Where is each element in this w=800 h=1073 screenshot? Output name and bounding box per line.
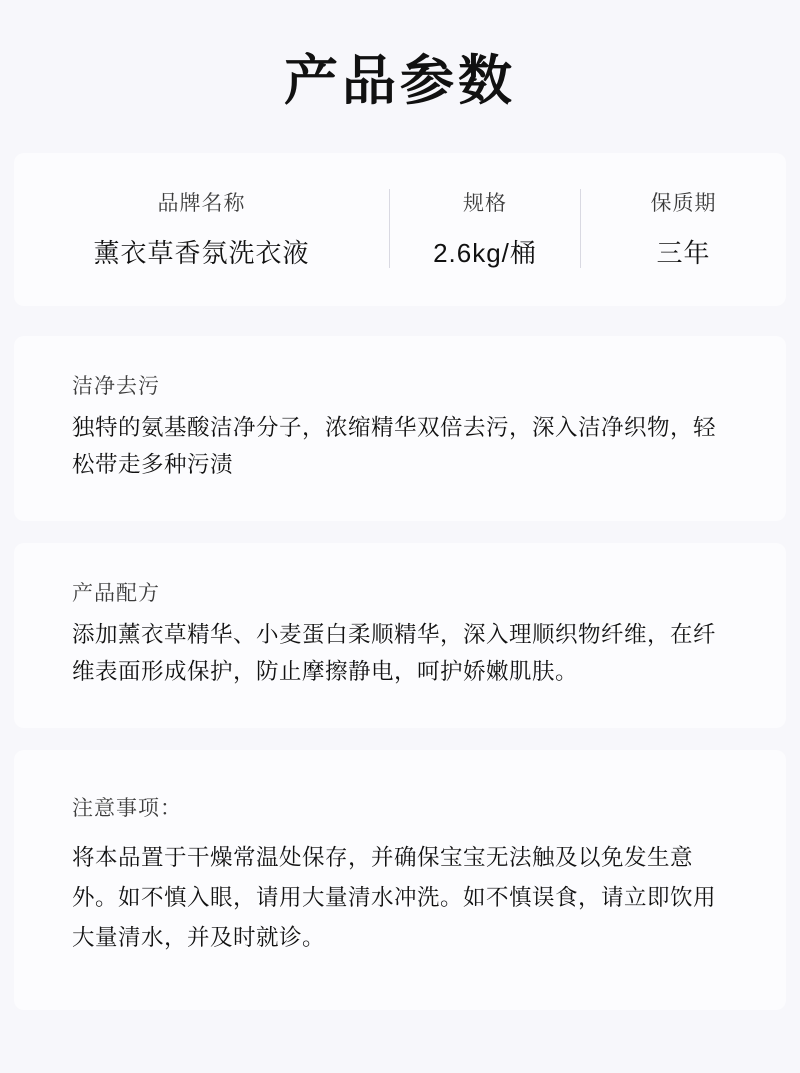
spec-value-brand: 薰衣草香氛洗衣液 <box>93 238 310 269</box>
spec-label-brand: 品牌名称 <box>157 192 246 216</box>
section-heading-notice: 注意事项： <box>72 797 182 821</box>
spec-table-card <box>14 153 786 306</box>
spec-cell-shelf-life <box>581 187 786 270</box>
section-formula <box>14 543 786 728</box>
spec-value-shelf-life: 三年 <box>656 238 711 269</box>
page-title-section <box>0 0 800 153</box>
bottom-spacer <box>0 1032 800 1073</box>
section-body-cleaning: 独特的氨基酸洁净分子，浓缩精华双倍去污，深入洁净织物，轻松带走多种污渍 <box>72 415 717 477</box>
section-cleaning <box>14 336 786 521</box>
page-title: 产品参数 <box>284 51 516 111</box>
section-heading-formula: 产品配方 <box>72 582 160 606</box>
section-body-formula: 添加薰衣草精华、小麦蛋白柔顺精华，深入理顺织物纤维，在纤维表面形成保护，防止摩擦静电，呵护娇嫩肌肤。 <box>72 622 717 684</box>
spec-value-size: 2.6kg/桶 <box>433 238 537 269</box>
section-notice <box>14 750 786 1010</box>
spec-label-shelf-life: 保质期 <box>650 192 717 216</box>
spec-cell-brand <box>14 187 389 270</box>
section-heading-cleaning: 洁净去污 <box>72 375 160 399</box>
spec-cell-size <box>390 187 580 270</box>
section-body-notice: 将本品置于干燥常温处保存，并确保宝宝无法触及以免发生意外。如不慎入眼，请用大量清水冲洗。如不慎误食，请立即饮用大量清水，并及时就诊。 <box>72 845 717 951</box>
spec-label-size: 规格 <box>463 192 507 216</box>
